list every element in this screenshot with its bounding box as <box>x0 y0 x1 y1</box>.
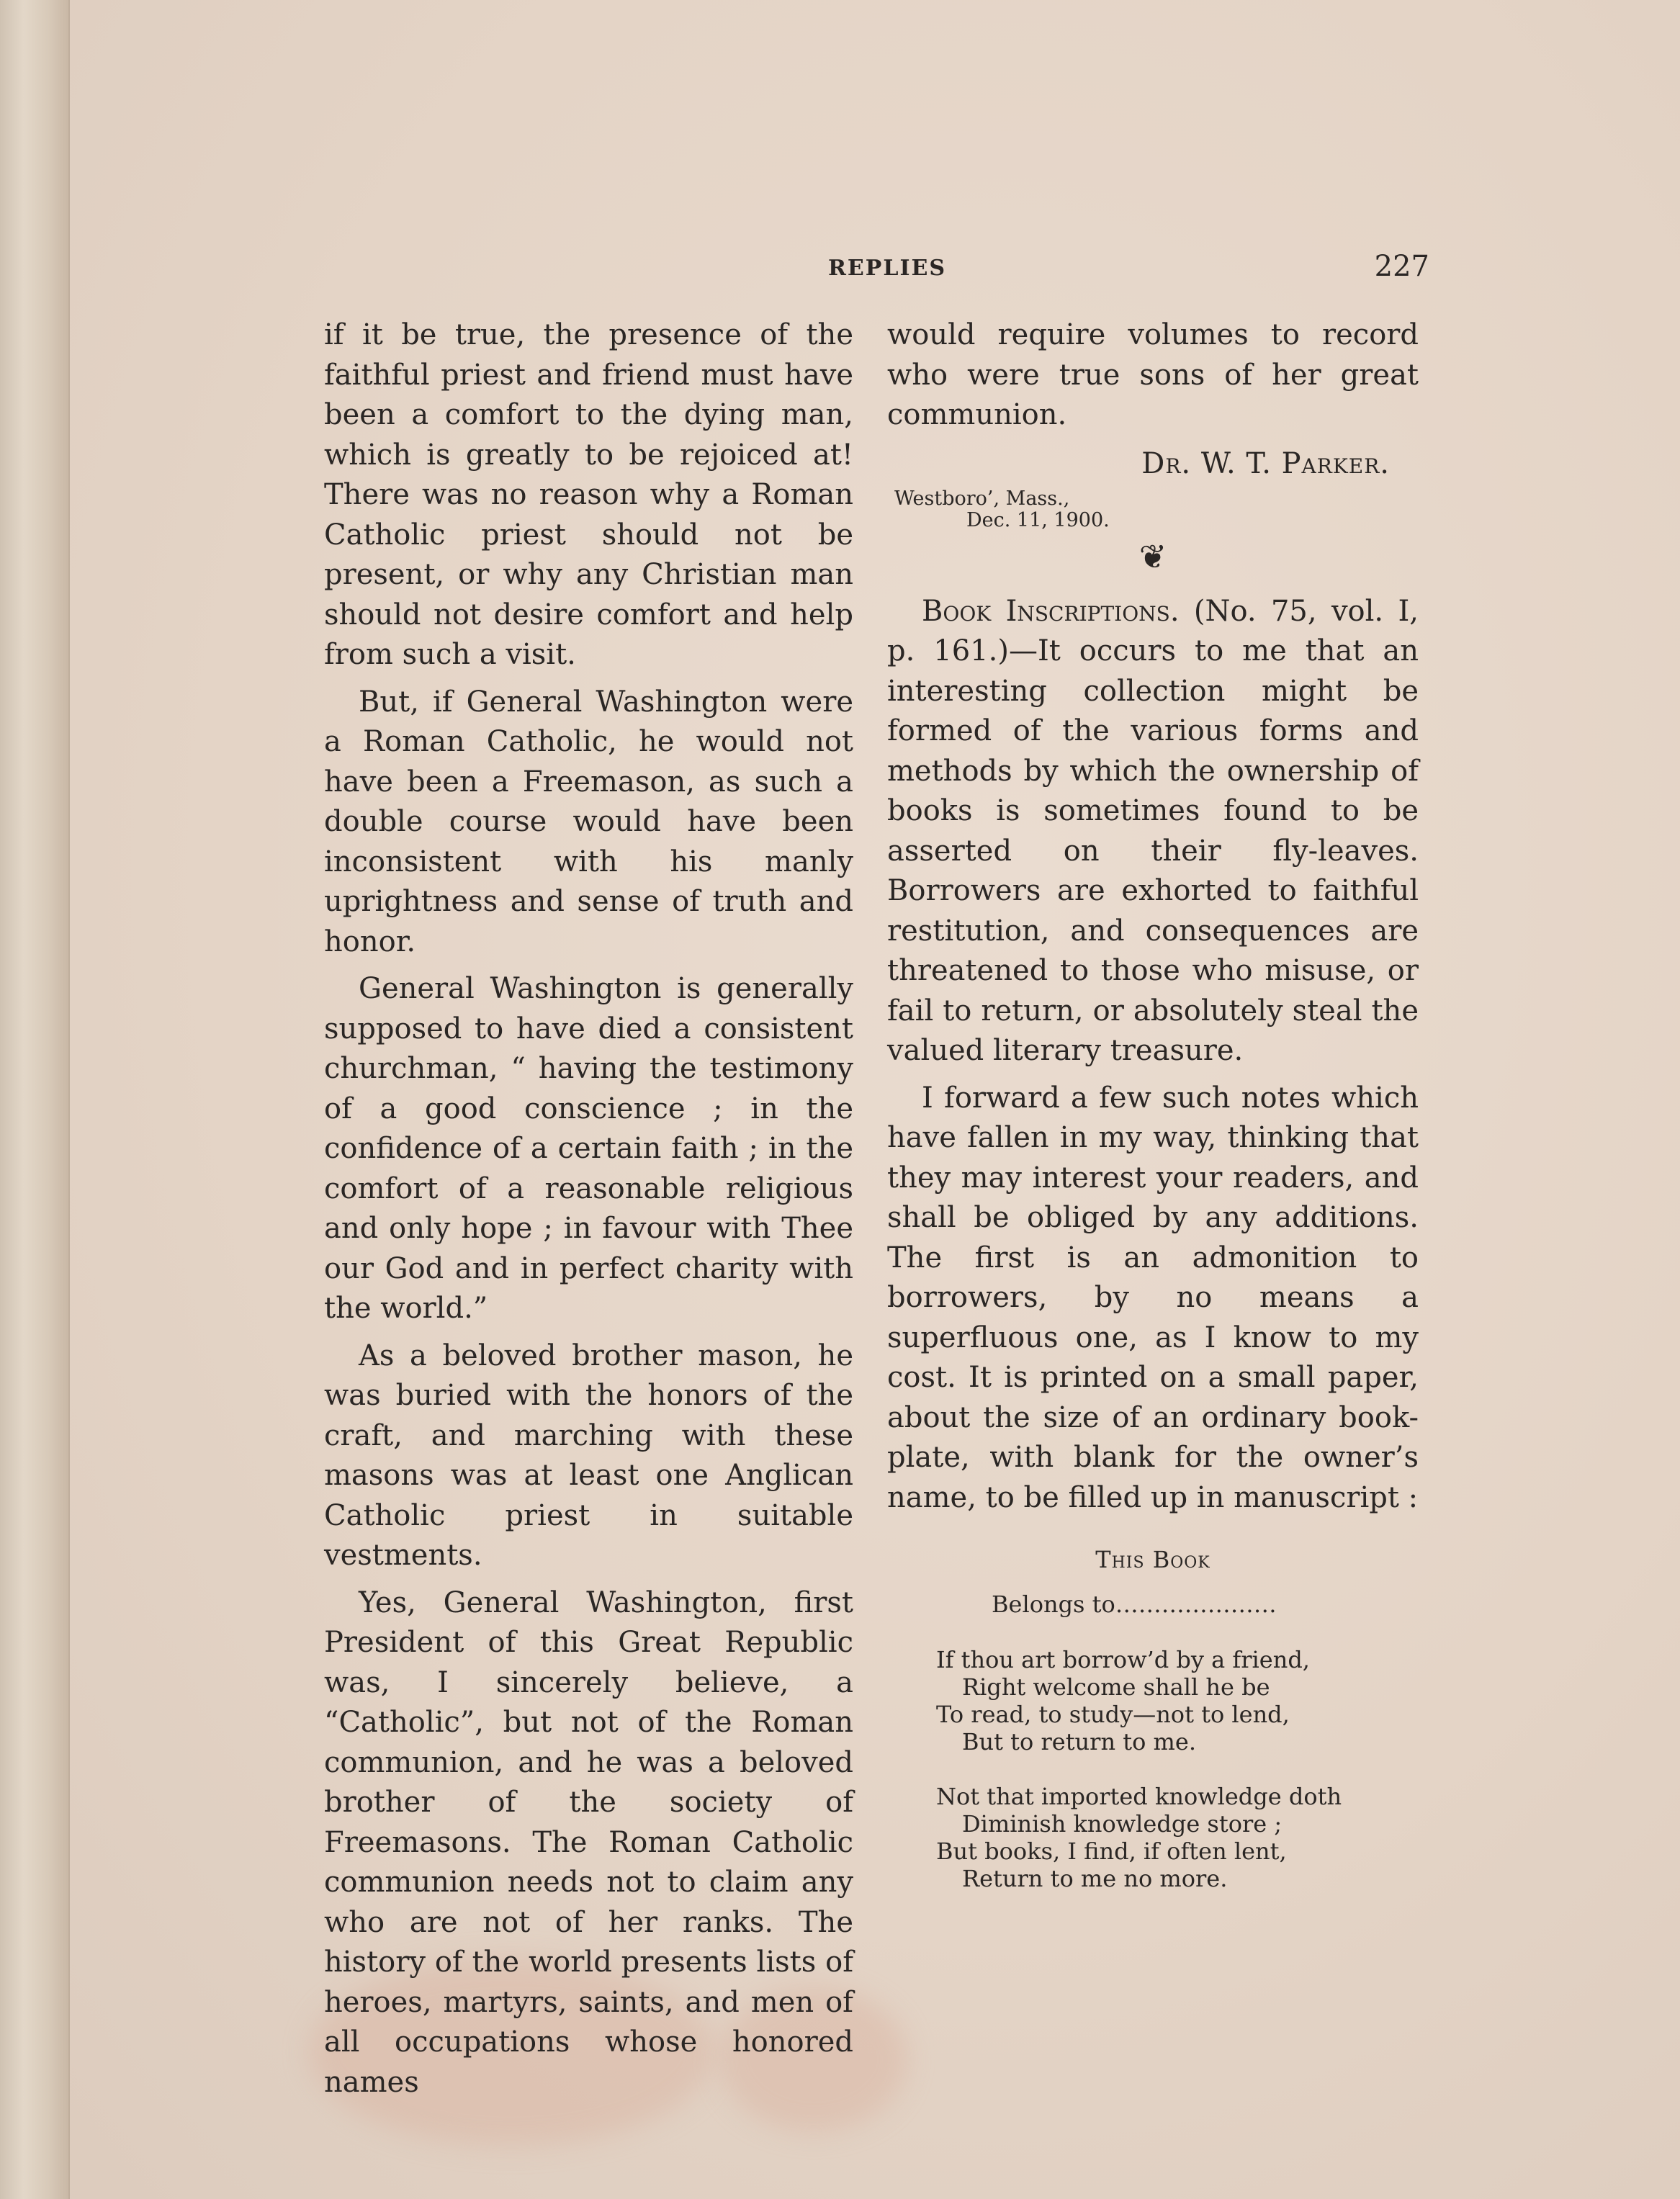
verse-line: Diminish knowledge store ; <box>962 1810 1283 1838</box>
paragraph: I forward a few such notes which have fallen in my way, thinking that they may interest your readers, and shall be obliged by any additions. The first is an admonition to borrowers, by no means a superfluous one, as I know to my cost. It is printed on a small paper, about the size of an ordinary book-plate, with blank for the owner’s name, to be filled up in manuscript : <box>887 1081 1419 1514</box>
article-paragraph <box>887 592 1419 1071</box>
inscription-belongs-to: Belongs to………………… <box>992 1591 1277 1618</box>
verse-line: But to return to me. <box>962 1728 1196 1755</box>
page-header <box>324 250 1429 299</box>
dateline-place: Westboro’, Mass., <box>894 487 1070 510</box>
page-number: 227 <box>1374 250 1429 283</box>
verse-line: Right welcome shall he be <box>962 1673 1270 1701</box>
verse-stanza-2 <box>936 1783 1419 1892</box>
dateline-date: Dec. 11, 1900. <box>966 509 1110 531</box>
paragraph: But, if General Washington were a Roman Catholic, he would not have been a Freemason, as such a double course would have been inconsistent with his manly uprightness and sense of truth and honor. <box>324 685 853 958</box>
running-title: REPLIES <box>828 256 947 281</box>
continuation-paragraph: would require volumes to record who were true sons of her great communion. <box>887 318 1419 431</box>
verse-line: Return to me no more. <box>962 1865 1228 1892</box>
verse-stanza-1 <box>936 1646 1419 1755</box>
paragraph: Yes, General Washington, first President of this Great Republic was, I sincerely believe, a “Catholic”, but not of the Roman communion, and he was a beloved brother of the society of Freemasons. The Roman Catholic communion needs not to claim any who are not of her ranks. The history of the world presents lists of heroes, martyrs, saints, and men of all occupations whose honored names <box>324 1586 853 2099</box>
inscription-title: This Book <box>1095 1546 1210 1573</box>
article-reference: (No. 75, vol. I, p. 161.) <box>887 594 1419 667</box>
author-signature: Dr. W. T. Parker. <box>1141 446 1390 480</box>
verse-line: If thou art borrow’d by a friend, <box>936 1646 1310 1673</box>
verse-line: But books, I find, if often lent, <box>936 1838 1287 1865</box>
verse-line: To read, to study—not to lend, <box>936 1701 1290 1728</box>
article-text: —It occurs to me that an interesting collection might be formed of the various forms and methods by which the ownership of books is sometimes found to be asserted on their fly-leaves. Borrowers are exhorted to faithful restitution, and consequences are threatened to those who misuse, or fail to return, or absolutely steal the valued literary treasure. <box>887 634 1419 1067</box>
left-column <box>324 315 853 2110</box>
right-column <box>887 315 1419 1920</box>
fleuron-ornament-icon: ❦ <box>1138 537 1167 576</box>
paragraph: As a beloved brother mason, he was buried with the honors of the craft, and marching with these masons was at least one Anglican Catholic priest in suitable vestments. <box>324 1339 853 1572</box>
article-heading: Book Inscriptions. <box>922 594 1180 628</box>
book-spine-edge <box>0 0 70 2199</box>
paragraph: if it be true, the presence of the faithful priest and friend must have been a comfort to the dying man, which is greatly to be rejoiced at! There was no reason why a Roman Catholic priest should not be present, or why any Christian man should not desire comfort and help from such a visit. <box>324 318 853 671</box>
dateline <box>894 488 1419 531</box>
verse-line: Not that imported knowledge doth <box>936 1783 1342 1810</box>
paragraph: General Washington is generally supposed to have died a consistent churchman, “ having the testimony of a good conscience ; in the confidence of a certain faith ; in the comfort of a reasonable religious and only hope ; in favour with Thee our God and in perfect charity with the world.” <box>324 972 853 1325</box>
